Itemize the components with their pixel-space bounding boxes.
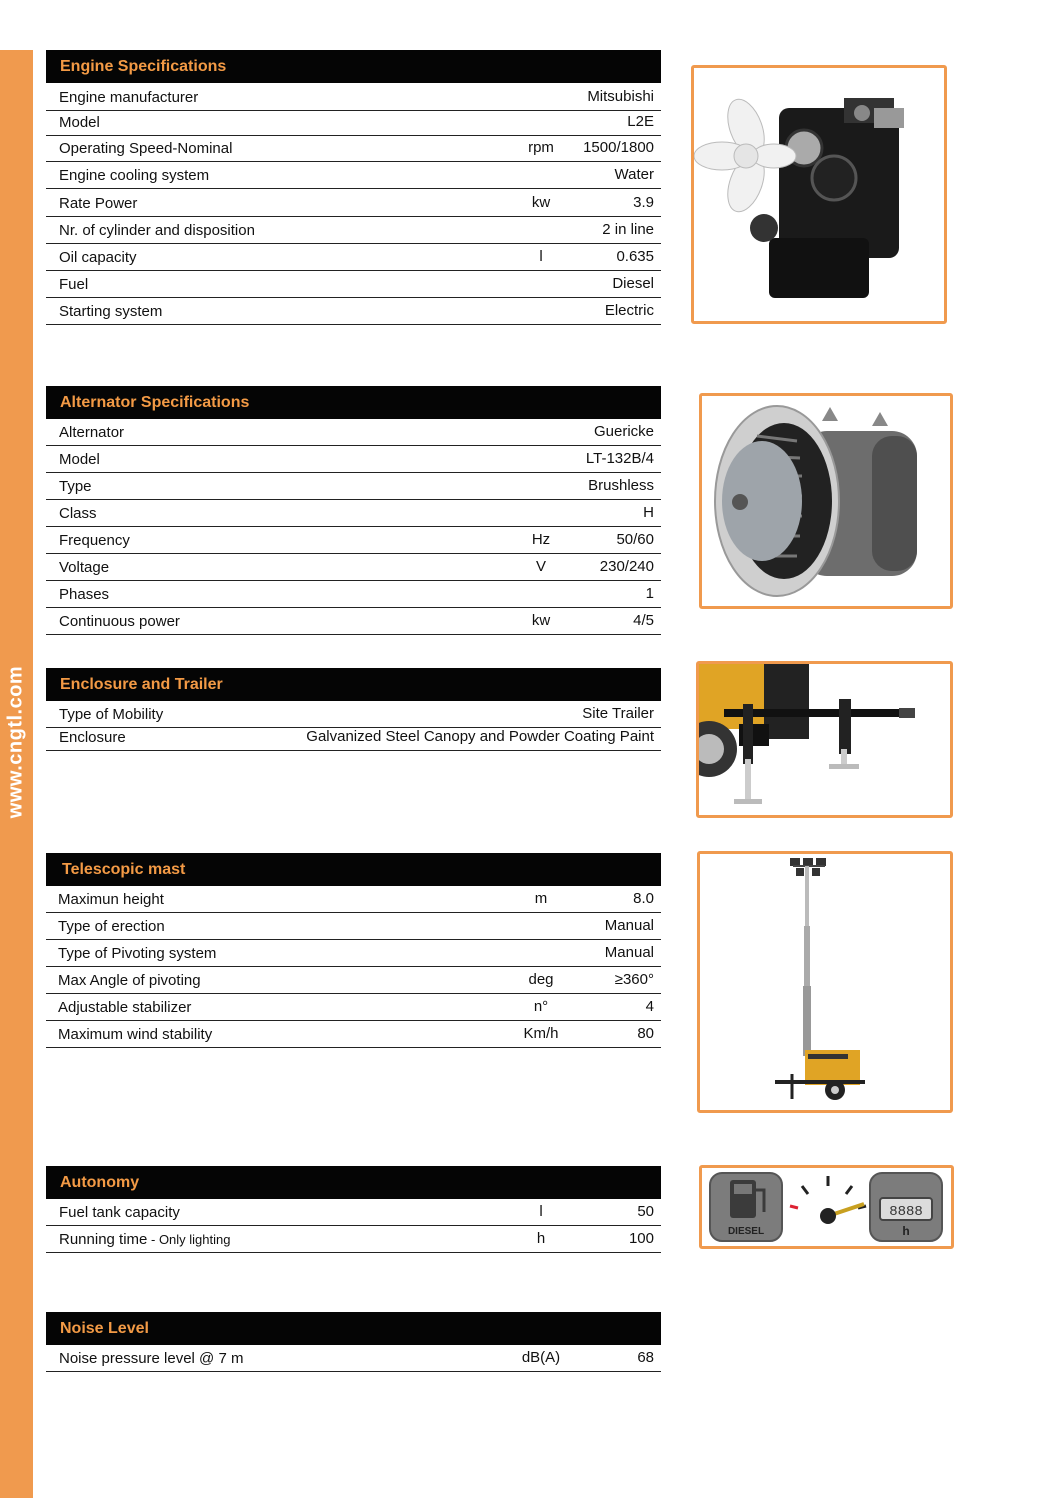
row-label: Rate Power bbox=[59, 195, 138, 212]
fuel-type-label: DIESEL bbox=[727, 1226, 765, 1237]
table-row bbox=[46, 913, 661, 940]
row-unit: l bbox=[539, 1203, 543, 1220]
section-title: Noise Level bbox=[46, 1312, 661, 1345]
hour-counter-display: 8888 bbox=[889, 1204, 923, 1220]
row-label: Engine cooling system bbox=[59, 167, 210, 184]
table-row bbox=[46, 581, 661, 608]
telescopic-mast-spec-table bbox=[46, 853, 661, 1048]
row-value: ≥360° bbox=[614, 971, 654, 988]
row-value: 2 in line bbox=[602, 221, 654, 238]
row-unit: rpm bbox=[528, 139, 554, 156]
engine-icon bbox=[694, 68, 944, 321]
row-label: Starting system bbox=[59, 303, 163, 320]
autonomy-spec-table bbox=[46, 1166, 661, 1253]
table-row bbox=[46, 1345, 661, 1372]
row-value: Site Trailer bbox=[582, 705, 654, 722]
fuel-gauge-icon bbox=[702, 1168, 951, 1246]
row-label: Fuel tank capacity bbox=[59, 1204, 180, 1221]
website-label: www.cngtl.com bbox=[4, 665, 27, 819]
alternator-spec-table bbox=[46, 386, 661, 635]
trailer-photo bbox=[696, 661, 953, 818]
row-unit: Hz bbox=[531, 531, 551, 548]
table-row bbox=[46, 500, 661, 527]
trailer-icon bbox=[699, 664, 950, 815]
row-value: 4/5 bbox=[633, 612, 654, 629]
table-row bbox=[46, 162, 661, 189]
row-label: Type of Pivoting system bbox=[58, 945, 217, 962]
engine-photo bbox=[691, 65, 947, 324]
row-label: Type of erection bbox=[58, 918, 165, 935]
row-label: Maximun height bbox=[58, 891, 164, 908]
fuel-gauge-panel bbox=[699, 1165, 954, 1249]
section-title: Enclosure and Trailer bbox=[46, 668, 661, 701]
row-value: Galvanized Steel Canopy and Powder Coating Paint bbox=[306, 728, 654, 745]
row-label: Adjustable stabilizer bbox=[58, 999, 192, 1016]
row-value: Brushless bbox=[588, 477, 654, 494]
row-unit: kw bbox=[531, 612, 551, 629]
table-row bbox=[46, 886, 661, 913]
table-row bbox=[46, 940, 661, 967]
enclosure-spec-table bbox=[46, 668, 661, 751]
row-value: 50 bbox=[637, 1203, 654, 1220]
noise-spec-table bbox=[46, 1312, 661, 1372]
row-label: Continuous power bbox=[59, 613, 180, 630]
row-label: Frequency bbox=[59, 532, 130, 549]
alternator-icon bbox=[702, 396, 950, 606]
row-value: 68 bbox=[637, 1349, 654, 1366]
table-row bbox=[46, 994, 661, 1021]
table-row bbox=[46, 473, 661, 500]
section-title: Autonomy bbox=[46, 1166, 661, 1199]
row-value: 1 bbox=[645, 585, 654, 602]
row-label-note: - Only lighting bbox=[147, 1232, 231, 1247]
table-row bbox=[46, 1021, 661, 1048]
row-unit: l bbox=[539, 248, 543, 265]
side-bar bbox=[0, 50, 33, 1498]
row-label: Alternator bbox=[59, 424, 125, 441]
row-unit: kw bbox=[531, 194, 551, 211]
row-unit: h bbox=[536, 1230, 546, 1247]
row-label: Max Angle of pivoting bbox=[58, 972, 201, 989]
table-row bbox=[46, 554, 661, 581]
row-value: Manual bbox=[604, 917, 654, 934]
light-tower-icon bbox=[700, 854, 950, 1110]
row-label: Nr. of cylinder and disposition bbox=[59, 222, 255, 239]
table-row bbox=[46, 111, 661, 136]
row-value: Water bbox=[614, 166, 654, 183]
table-row bbox=[46, 527, 661, 554]
table-row bbox=[46, 83, 661, 111]
row-unit: V bbox=[535, 558, 546, 575]
row-label: Noise pressure level @ 7 m bbox=[59, 1350, 244, 1367]
row-label-text: Running time bbox=[59, 1231, 148, 1248]
row-label: Enclosure bbox=[59, 729, 126, 746]
row-label: Type of Mobility bbox=[59, 706, 164, 723]
row-value: Mitsubishi bbox=[587, 88, 654, 105]
row-unit: Km/h bbox=[523, 1025, 559, 1042]
row-value: L2E bbox=[627, 113, 654, 130]
row-value: 100 bbox=[628, 1230, 654, 1247]
row-label bbox=[59, 1231, 230, 1248]
row-unit: m bbox=[534, 890, 548, 907]
engine-spec-table bbox=[46, 50, 661, 325]
row-value: 4 bbox=[645, 998, 654, 1015]
row-value: Diesel bbox=[612, 275, 654, 292]
table-row bbox=[46, 1199, 661, 1226]
row-label: Oil capacity bbox=[59, 249, 137, 266]
section-title: Alternator Specifications bbox=[46, 386, 661, 419]
row-value: H bbox=[643, 504, 654, 521]
table-row bbox=[46, 271, 661, 298]
row-value: LT-132B/4 bbox=[585, 450, 654, 467]
row-value: 8.0 bbox=[633, 890, 654, 907]
section-title: Telescopic mast bbox=[46, 853, 661, 886]
alternator-photo bbox=[699, 393, 953, 609]
table-row bbox=[46, 1226, 661, 1253]
row-value: Manual bbox=[604, 944, 654, 961]
row-label: Maximum wind stability bbox=[58, 1026, 213, 1043]
row-unit: dB(A) bbox=[521, 1349, 561, 1366]
row-label: Fuel bbox=[59, 276, 89, 293]
table-row bbox=[46, 967, 661, 994]
row-label: Engine manufacturer bbox=[59, 89, 199, 106]
light-tower-photo bbox=[697, 851, 953, 1113]
table-row bbox=[46, 446, 661, 473]
table-row bbox=[46, 608, 661, 635]
table-row bbox=[46, 244, 661, 271]
row-value: Guericke bbox=[593, 423, 654, 440]
table-row bbox=[46, 701, 661, 728]
table-row bbox=[46, 298, 661, 325]
row-value: 230/240 bbox=[599, 558, 654, 575]
row-value: 50/60 bbox=[616, 531, 654, 548]
table-row bbox=[46, 217, 661, 244]
row-value: 0.635 bbox=[616, 248, 654, 265]
table-row bbox=[46, 189, 661, 217]
row-unit: deg bbox=[528, 971, 554, 988]
section-title: Engine Specifications bbox=[46, 50, 661, 83]
row-label: Type bbox=[59, 478, 92, 495]
row-label: Operating Speed-Nominal bbox=[59, 140, 233, 157]
row-label: Model bbox=[59, 114, 100, 131]
row-label: Phases bbox=[59, 586, 110, 603]
row-value: 1500/1800 bbox=[583, 139, 654, 156]
row-value: 80 bbox=[637, 1025, 654, 1042]
row-label: Class bbox=[59, 505, 97, 522]
row-unit: n° bbox=[533, 998, 549, 1015]
hour-counter-unit: h bbox=[902, 1224, 910, 1238]
row-value: 3.9 bbox=[633, 194, 654, 211]
table-row bbox=[46, 728, 661, 751]
table-row bbox=[46, 136, 661, 162]
row-label: Voltage bbox=[59, 559, 110, 576]
row-label: Model bbox=[59, 451, 100, 468]
row-value: Electric bbox=[604, 302, 654, 319]
table-row bbox=[46, 419, 661, 446]
